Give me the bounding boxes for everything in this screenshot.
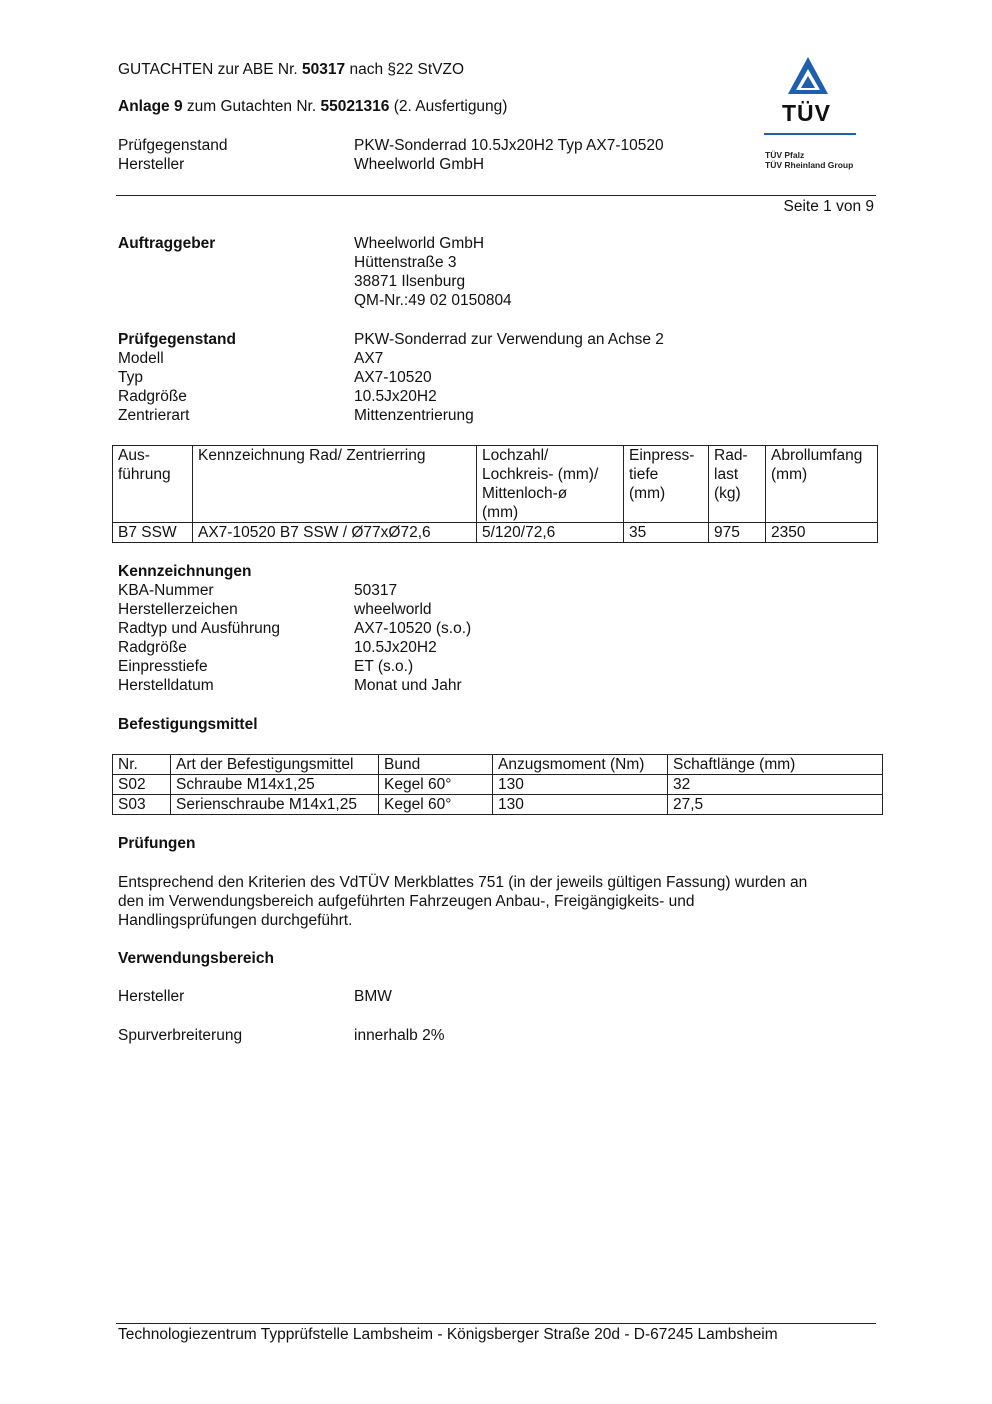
- table-header-row: [113, 755, 883, 775]
- subject-value: 10.5Jx20H2: [354, 388, 437, 405]
- client-line: Hüttenstraße 3: [354, 254, 457, 271]
- subject-label: Typ: [118, 369, 143, 386]
- markings-heading: Kennzeichnungen: [118, 563, 252, 580]
- wheel-table: [112, 445, 878, 543]
- table-header-cell: Kennzeichnung Rad/ Zentrierring: [193, 446, 477, 523]
- marking-value: Monat und Jahr: [354, 677, 462, 694]
- abe-number: 50317: [302, 61, 346, 78]
- header-manufacturer-value: Wheelworld GmbH: [354, 156, 485, 173]
- tests-paragraph-line: den im Verwendungsbereich aufgeführten Fahrzeugen Anbau-, Freigängigkeits- und: [118, 893, 695, 910]
- usage-label: Spurverbreiterung: [118, 1027, 243, 1044]
- table-cell: AX7-10520 B7 SSW / Ø77xØ72,6: [193, 523, 477, 543]
- subject-heading: Prüfgegenstand: [118, 331, 236, 348]
- table-header-cell: Aus- führung: [113, 446, 193, 523]
- document-title: [118, 60, 464, 79]
- annex-label: Anlage 9: [118, 98, 183, 115]
- marking-label: Radtyp und Ausführung: [118, 620, 281, 637]
- report-number: 55021316: [320, 98, 390, 115]
- subject-label: Zentrierart: [118, 407, 190, 424]
- table-row: [113, 795, 883, 815]
- fasteners-heading: Befestigungsmittel: [118, 716, 258, 733]
- annex-line: [118, 97, 507, 116]
- usage-heading: Verwendungsbereich: [118, 950, 274, 967]
- header-divider: [116, 195, 876, 196]
- subject-label: Modell: [118, 350, 164, 367]
- table-cell: B7 SSW: [113, 523, 193, 543]
- tests-heading: Prüfungen: [118, 835, 196, 852]
- title-suffix: nach §22 StVZO: [345, 61, 465, 78]
- marking-label: KBA-Nummer: [118, 582, 214, 599]
- subject-label: Radgröße: [118, 388, 187, 405]
- table-cell: S03: [113, 795, 171, 815]
- header-manufacturer-label: Hersteller: [118, 156, 185, 173]
- table-cell: 130: [493, 775, 668, 795]
- table-header-cell: Abrollumfang (mm): [766, 446, 878, 523]
- marking-label: Radgröße: [118, 639, 187, 656]
- client-line: 38871 Ilsenburg: [354, 273, 466, 290]
- marking-value: AX7-10520 (s.o.): [354, 620, 472, 637]
- table-row: [113, 775, 883, 795]
- usage-label: Hersteller: [118, 988, 185, 1005]
- table-cell: Kegel 60°: [379, 795, 493, 815]
- annex-suffix: (2. Ausfertigung): [389, 98, 508, 115]
- table-header-cell: Art der Befestigungsmittel: [171, 755, 379, 775]
- header-subject-value: PKW-Sonderrad 10.5Jx20H2 Typ AX7-10520: [354, 137, 664, 154]
- marking-label: Herstelldatum: [118, 677, 214, 694]
- table-header-row: [113, 446, 878, 523]
- table-row: [113, 523, 878, 543]
- logo-sub1: TÜV Pfalz: [765, 150, 805, 160]
- table-header-cell: Rad- last (kg): [709, 446, 766, 523]
- table-cell: 5/120/72,6: [477, 523, 624, 543]
- header-subject-label: Prüfgegenstand: [118, 137, 228, 154]
- marking-label: Herstellerzeichen: [118, 601, 238, 618]
- table-header-cell: Nr.: [113, 755, 171, 775]
- client-line: QM-Nr.:49 02 0150804: [354, 292, 512, 309]
- title-prefix: GUTACHTEN zur ABE Nr.: [118, 61, 303, 78]
- table-header-cell: Bund: [379, 755, 493, 775]
- table-cell: 2350: [766, 523, 878, 543]
- table-cell: Serienschraube M14x1,25: [171, 795, 379, 815]
- tests-paragraph-line: Entsprechend den Kriterien des VdTÜV Merkblattes 751 (in der jeweils gültigen Fassung) wurden an: [118, 874, 808, 891]
- table-header-cell: Lochzahl/ Lochkreis- (mm)/ Mittenloch-ø (mm): [477, 446, 624, 523]
- annex-mid: zum Gutachten Nr.: [182, 98, 321, 115]
- marking-label: Einpresstiefe: [118, 658, 208, 675]
- fasteners-table: [112, 754, 883, 815]
- usage-value: BMW: [354, 988, 392, 1005]
- table-cell: 27,5: [668, 795, 883, 815]
- marking-value: 10.5Jx20H2: [354, 639, 437, 656]
- table-cell: 130: [493, 795, 668, 815]
- table-cell: 32: [668, 775, 883, 795]
- table-header-cell: Schaftlänge (mm): [668, 755, 883, 775]
- client-label: Auftraggeber: [118, 235, 216, 252]
- subject-value: Mittenzentrierung: [354, 407, 474, 424]
- marking-value: 50317: [354, 582, 398, 599]
- table-header-cell: Anzugsmoment (Nm): [493, 755, 668, 775]
- logo-sub2: TÜV Rheinland Group: [765, 160, 854, 170]
- footer-divider: [116, 1323, 876, 1324]
- table-cell: Schraube M14x1,25: [171, 775, 379, 795]
- subject-value: AX7: [354, 350, 384, 367]
- table-cell: 975: [709, 523, 766, 543]
- tests-paragraph-line: Handlingsprüfungen durchgeführt.: [118, 912, 353, 929]
- subject-value: AX7-10520: [354, 369, 432, 386]
- usage-value: innerhalb 2%: [354, 1027, 445, 1044]
- marking-value: wheelworld: [354, 601, 432, 618]
- table-cell: Kegel 60°: [379, 775, 493, 795]
- table-cell: 35: [624, 523, 709, 543]
- tuv-logo: [760, 54, 860, 174]
- footer-address: Technologiezentrum Typprüfstelle Lambsheim - Königsberger Straße 20d - D-67245 Lambsheim: [118, 1326, 778, 1343]
- subject-heading-value: PKW-Sonderrad zur Verwendung an Achse 2: [354, 331, 664, 348]
- table-cell: S02: [113, 775, 171, 795]
- marking-value: ET (s.o.): [354, 658, 414, 675]
- client-line: Wheelworld GmbH: [354, 235, 485, 252]
- page-number: Seite 1 von 9: [783, 198, 874, 215]
- logo-text: TÜV: [782, 100, 831, 126]
- table-header-cell: Einpress- tiefe (mm): [624, 446, 709, 523]
